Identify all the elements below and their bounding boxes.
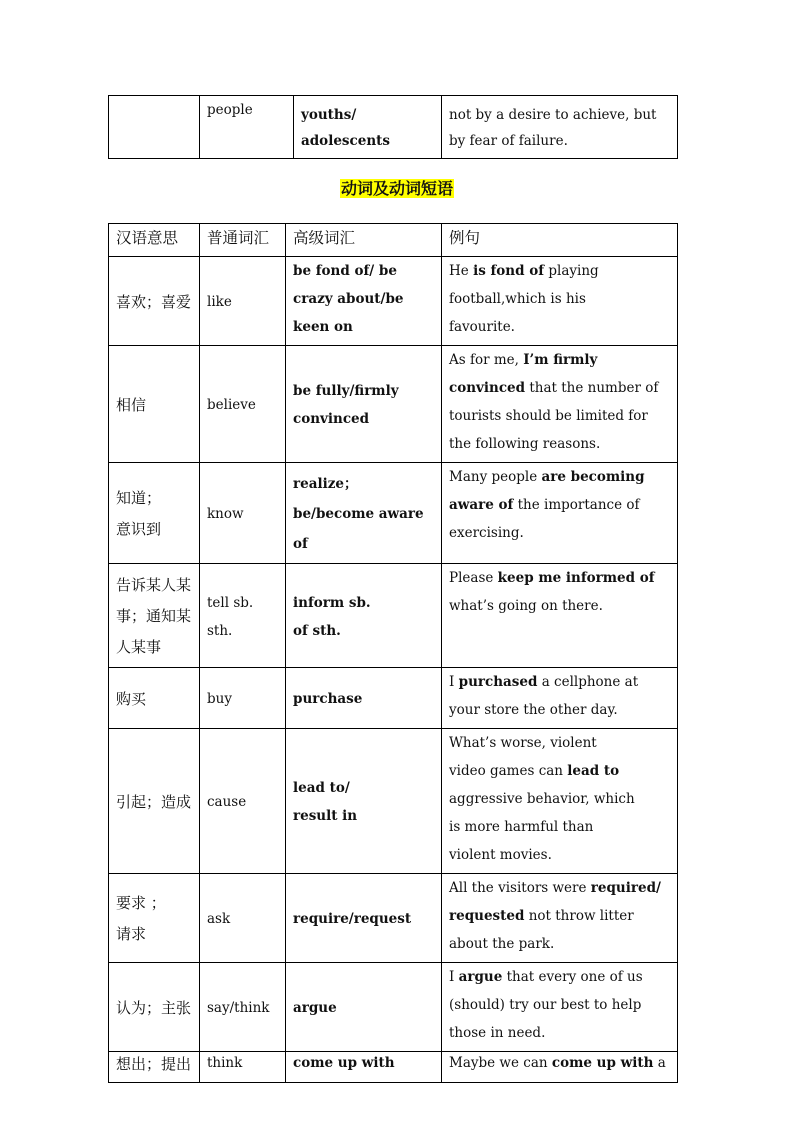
example-text: I (449, 969, 459, 985)
common-word-cell: believe (200, 346, 286, 463)
example-text: that the number of tourists should be limited for the following reasons. (449, 380, 659, 452)
common-word-cell: ask (200, 874, 286, 963)
example-text: What’s worse, violent video games can (449, 735, 597, 779)
chinese-cell: 购买 (109, 668, 200, 729)
example-text: what’s going on there. (449, 598, 603, 614)
example-cell (442, 668, 678, 729)
advanced-line: inform sb. (293, 594, 371, 611)
example-highlight: I’m firmly convinced (449, 352, 598, 396)
advanced-word-cell (294, 96, 442, 159)
example-highlight: lead to (567, 763, 620, 779)
chinese-cell: 认为；主张 (109, 963, 200, 1052)
example-highlight: keep me informed of (497, 570, 655, 586)
example-cell (442, 963, 678, 1052)
common-word-cell: say/think (200, 963, 286, 1052)
chinese-cell (109, 96, 200, 159)
example-text: I (449, 674, 459, 690)
advanced-word-cell (286, 729, 442, 874)
advanced-line: adolescents (301, 133, 390, 149)
advanced-word-cell: purchase (286, 668, 442, 729)
example-cell (442, 346, 678, 463)
section-title-text: 动词及动词短语 (340, 179, 453, 198)
advanced-line: youths/ (301, 107, 357, 123)
chinese-line: 意识到 (116, 520, 162, 538)
chinese-cell: 想出；提出 (109, 1052, 200, 1083)
advanced-word-cell (286, 564, 442, 668)
example-cell (442, 257, 678, 346)
example-cell (442, 564, 678, 668)
chinese-cell (109, 463, 200, 564)
chinese-cell: 告诉某人某事；通知某人某事 (109, 564, 200, 668)
example-text: not throw litter about the park. (449, 908, 634, 952)
table-header-row (109, 224, 678, 257)
advanced-word-cell: require/request (286, 874, 442, 963)
advanced-line: lead to/ (293, 780, 350, 796)
advanced-line: of sth. (293, 622, 341, 639)
example-text: Maybe we can (449, 1055, 552, 1071)
example-cell (442, 729, 678, 874)
table-row (109, 668, 678, 729)
example-cell (442, 463, 678, 564)
example-text: As for me, (449, 352, 524, 368)
chinese-cell: 喜欢；喜爱 (109, 257, 200, 346)
example-highlight: purchased (458, 674, 538, 690)
example-text: that every one of us (should) try our best to help those in need. (449, 969, 643, 1041)
table-row (109, 963, 678, 1052)
chinese-cell: 相信 (109, 346, 200, 463)
common-word-cell: think (200, 1052, 286, 1083)
common-word-cell: know (200, 463, 286, 564)
example-text: a cellphone at your store the other day. (449, 674, 639, 718)
header-advanced: 高级词汇 (286, 224, 442, 257)
table-row (109, 729, 678, 874)
table-row (109, 96, 678, 159)
example-highlight: are becoming aware of (449, 469, 645, 513)
example-text: Many people (449, 469, 542, 485)
example-text: the importance of exercising. (449, 497, 640, 541)
example-highlight: is fond of (473, 263, 545, 279)
advanced-word-cell: argue (286, 963, 442, 1052)
common-word-cell: people (200, 96, 294, 159)
example-text: He (449, 263, 474, 279)
common-word-cell: cause (200, 729, 286, 874)
chinese-cell: 引起；造成 (109, 729, 200, 874)
example-text: aggressive behavior, which is more harmful than violent movies. (449, 791, 635, 863)
table-row (109, 257, 678, 346)
example-cell (442, 874, 678, 963)
common-word-cell: buy (200, 668, 286, 729)
example-text: All the visitors were (449, 880, 591, 896)
table-row (109, 564, 678, 668)
chinese-line: 知道； (116, 489, 162, 507)
chinese-line: 要求 ； (116, 894, 166, 912)
advanced-word-cell: realize；be/become aware of (286, 463, 442, 564)
advanced-word-cell: be fond of/ be crazy about/be keen on (286, 257, 442, 346)
header-common: 普通词汇 (200, 224, 286, 257)
example-cell (442, 1052, 678, 1083)
common-word-cell: tell sb. sth. (200, 564, 286, 668)
example-text: a (653, 1055, 666, 1071)
section-title (0, 178, 794, 200)
example-highlight: required/ requested (449, 880, 661, 924)
example-highlight: come up with (551, 1055, 654, 1071)
header-chinese: 汉语意思 (109, 224, 200, 257)
example-highlight: argue (458, 969, 503, 985)
advanced-word-cell: be fully/firmly convinced (286, 346, 442, 463)
table-row (109, 874, 678, 963)
chinese-line: 请求 (116, 925, 147, 943)
advanced-line: result in (293, 808, 358, 824)
previous-vocab-table (108, 95, 678, 159)
header-example: 例句 (442, 224, 678, 257)
advanced-word-cell: come up with (286, 1052, 442, 1083)
example-cell: not by a desire to achieve, but by fear of failure. (442, 96, 678, 159)
table-row (109, 1052, 678, 1083)
example-text: Please (449, 570, 498, 586)
verb-phrase-table (108, 223, 678, 1083)
example-text: playing football,which is his favourite. (449, 263, 599, 335)
common-word-cell: like (200, 257, 286, 346)
table-row (109, 463, 678, 564)
chinese-cell (109, 874, 200, 963)
table-row (109, 346, 678, 463)
